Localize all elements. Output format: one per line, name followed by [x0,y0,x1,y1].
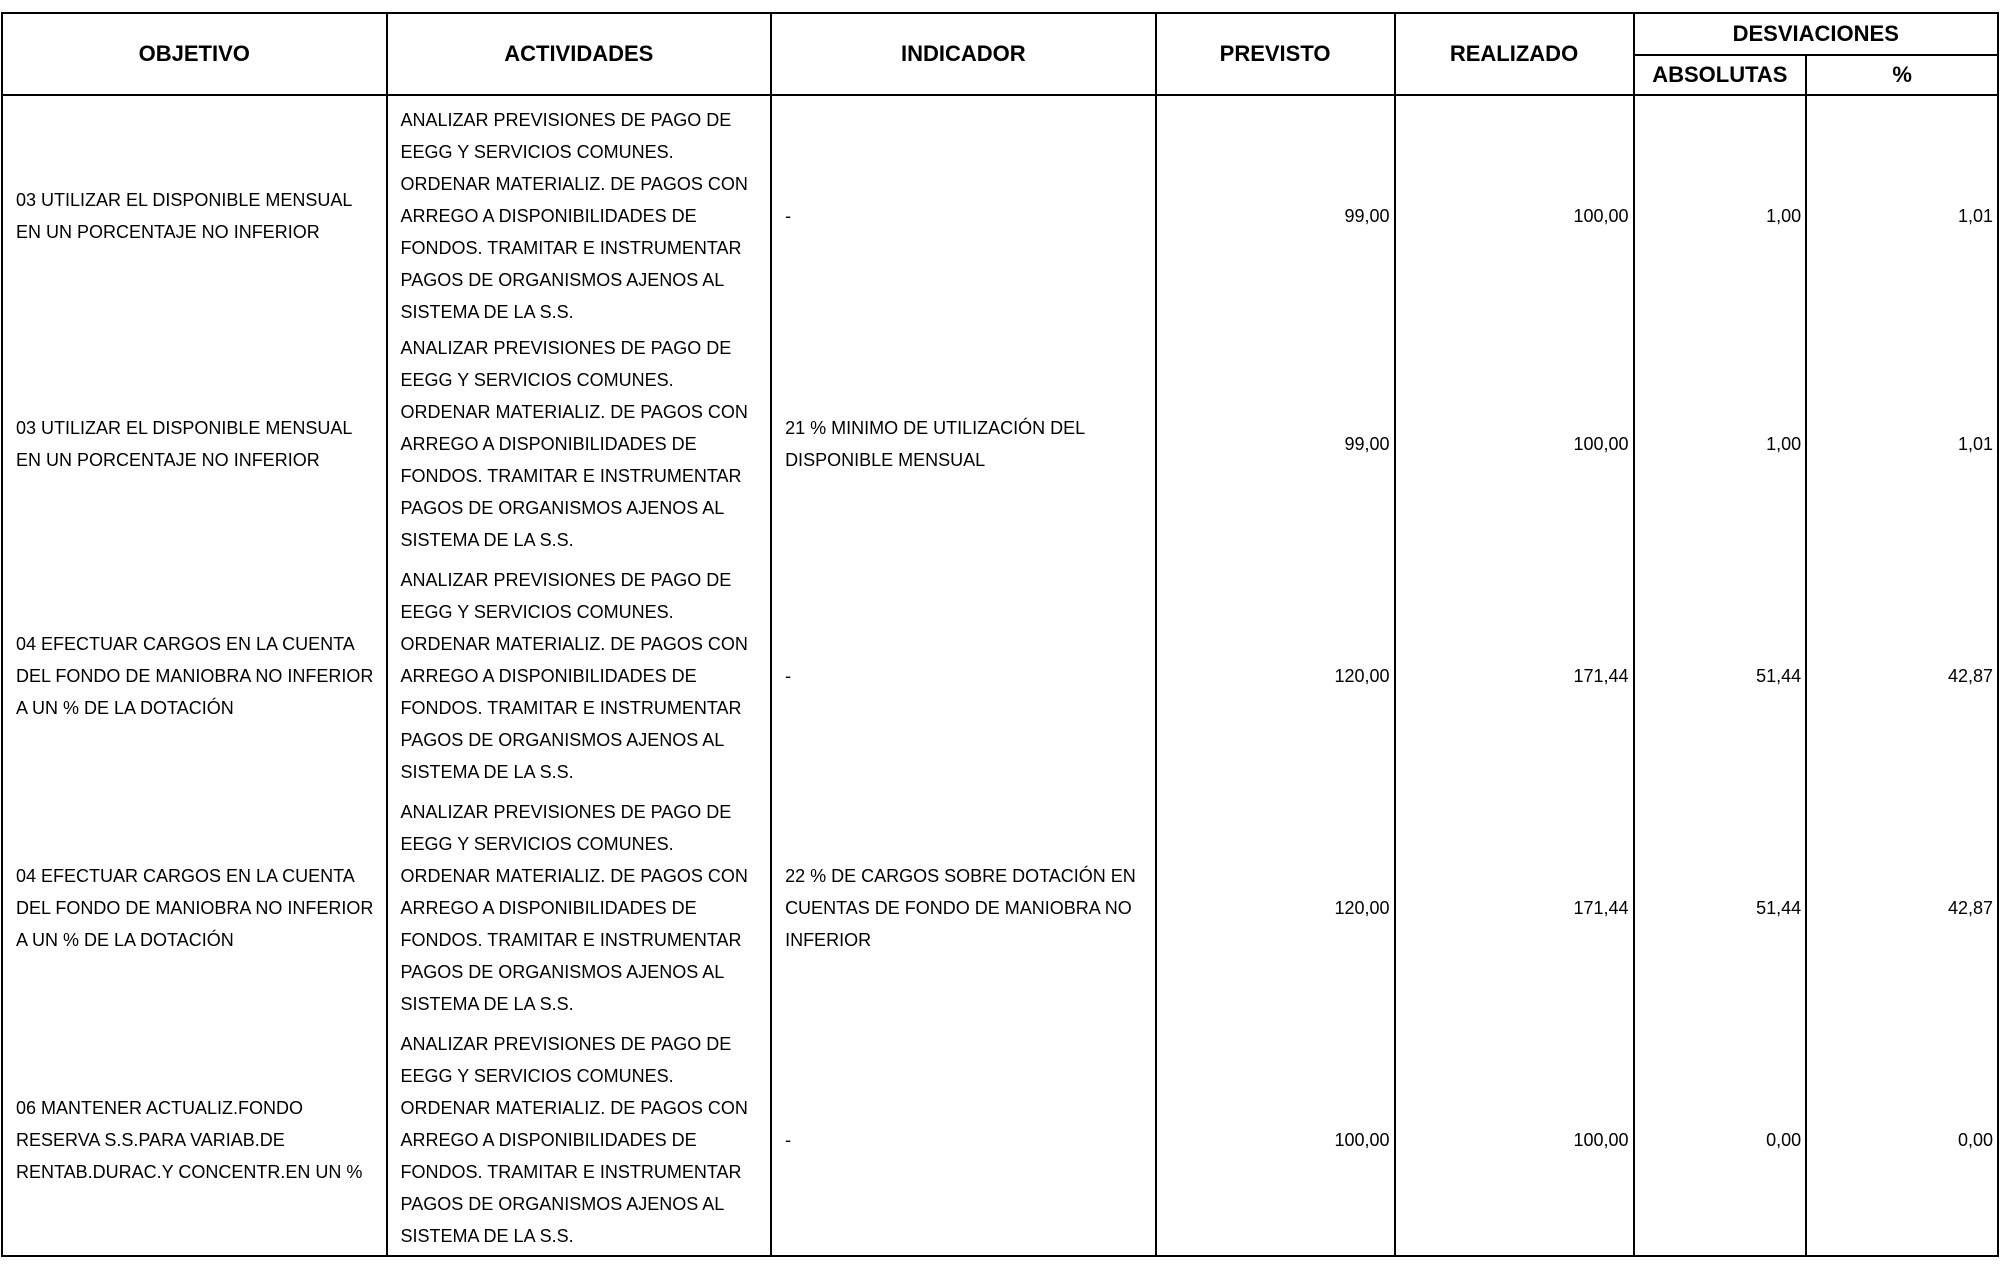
cell-absolutas: 0,00 [1634,1024,1807,1256]
cell-actividades: ANALIZAR PREVISIONES DE PAGO DE EEGG Y SERVICIOS COMUNES. ORDENAR MATERIALIZ. DE PAGOS CON ARREGO A DISPONIBILIDADES DE FONDOS. TRAMITAR E INSTRUMENTAR PAGOS DE ORGANISMOS AJENOS AL SISTEMA DE LA S.S. [387,1024,772,1256]
cell-absolutas: 51,44 [1634,560,1807,792]
cell-objetivo: 03 UTILIZAR EL DISPONIBLE MENSUAL EN UN PORCENTAJE NO INFERIOR [2,95,387,328]
cell-realizado: 100,00 [1395,328,1634,560]
table-row [2,792,1998,1024]
cell-porcentaje: 1,01 [1806,328,1998,560]
header-actividades: ACTIVIDADES [387,13,772,95]
cell-indicador: - [771,95,1156,328]
table-row [2,560,1998,792]
cell-realizado: 171,44 [1395,560,1634,792]
cell-actividades: ANALIZAR PREVISIONES DE PAGO DE EEGG Y SERVICIOS COMUNES. ORDENAR MATERIALIZ. DE PAGOS CON ARREGO A DISPONIBILIDADES DE FONDOS. TRAMITAR E INSTRUMENTAR PAGOS DE ORGANISMOS AJENOS AL SISTEMA DE LA S.S. [387,560,772,792]
objectives-table [1,12,1999,1257]
cell-actividades: ANALIZAR PREVISIONES DE PAGO DE EEGG Y SERVICIOS COMUNES. ORDENAR MATERIALIZ. DE PAGOS CON ARREGO A DISPONIBILIDADES DE FONDOS. TRAMITAR E INSTRUMENTAR PAGOS DE ORGANISMOS AJENOS AL SISTEMA DE LA S.S. [387,95,772,328]
cell-indicador: 22 % DE CARGOS SOBRE DOTACIÓN EN CUENTAS DE FONDO DE MANIOBRA NO INFERIOR [771,792,1156,1024]
header-indicador: INDICADOR [771,13,1156,95]
table-body [2,95,1998,1256]
table-row [2,328,1998,560]
cell-objetivo: 04 EFECTUAR CARGOS EN LA CUENTA DEL FONDO DE MANIOBRA NO INFERIOR A UN % DE LA DOTACIÓN [2,560,387,792]
header-absolutas: ABSOLUTAS [1634,55,1807,95]
cell-porcentaje: 1,01 [1806,95,1998,328]
cell-objetivo: 04 EFECTUAR CARGOS EN LA CUENTA DEL FONDO DE MANIOBRA NO INFERIOR A UN % DE LA DOTACIÓN [2,792,387,1024]
cell-realizado: 171,44 [1395,792,1634,1024]
header-desviaciones: DESVIACIONES [1634,13,1999,55]
header-porcentaje: % [1806,55,1998,95]
cell-objetivo: 03 UTILIZAR EL DISPONIBLE MENSUAL EN UN PORCENTAJE NO INFERIOR [2,328,387,560]
cell-actividades: ANALIZAR PREVISIONES DE PAGO DE EEGG Y SERVICIOS COMUNES. ORDENAR MATERIALIZ. DE PAGOS CON ARREGO A DISPONIBILIDADES DE FONDOS. TRAMITAR E INSTRUMENTAR PAGOS DE ORGANISMOS AJENOS AL SISTEMA DE LA S.S. [387,792,772,1024]
cell-actividades: ANALIZAR PREVISIONES DE PAGO DE EEGG Y SERVICIOS COMUNES. ORDENAR MATERIALIZ. DE PAGOS CON ARREGO A DISPONIBILIDADES DE FONDOS. TRAMITAR E INSTRUMENTAR PAGOS DE ORGANISMOS AJENOS AL SISTEMA DE LA S.S. [387,328,772,560]
header-objetivo: OBJETIVO [2,13,387,95]
cell-realizado: 100,00 [1395,1024,1634,1256]
cell-absolutas: 1,00 [1634,328,1807,560]
cell-objetivo: 06 MANTENER ACTUALIZ.FONDO RESERVA S.S.PARA VARIAB.DE RENTAB.DURAC.Y CONCENTR.EN UN % [2,1024,387,1256]
cell-porcentaje: 42,87 [1806,792,1998,1024]
header-previsto: PREVISTO [1156,13,1395,95]
cell-previsto: 99,00 [1156,95,1395,328]
cell-previsto: 120,00 [1156,560,1395,792]
cell-indicador: - [771,1024,1156,1256]
header-realizado: REALIZADO [1395,13,1634,95]
cell-indicador: 21 % MINIMO DE UTILIZACIÓN DEL DISPONIBLE MENSUAL [771,328,1156,560]
cell-porcentaje: 0,00 [1806,1024,1998,1256]
table-header [2,13,1998,95]
cell-realizado: 100,00 [1395,95,1634,328]
table-row [2,1024,1998,1256]
cell-porcentaje: 42,87 [1806,560,1998,792]
cell-previsto: 99,00 [1156,328,1395,560]
cell-previsto: 120,00 [1156,792,1395,1024]
table-row [2,95,1998,328]
cell-absolutas: 1,00 [1634,95,1807,328]
cell-absolutas: 51,44 [1634,792,1807,1024]
cell-previsto: 100,00 [1156,1024,1395,1256]
cell-indicador: - [771,560,1156,792]
